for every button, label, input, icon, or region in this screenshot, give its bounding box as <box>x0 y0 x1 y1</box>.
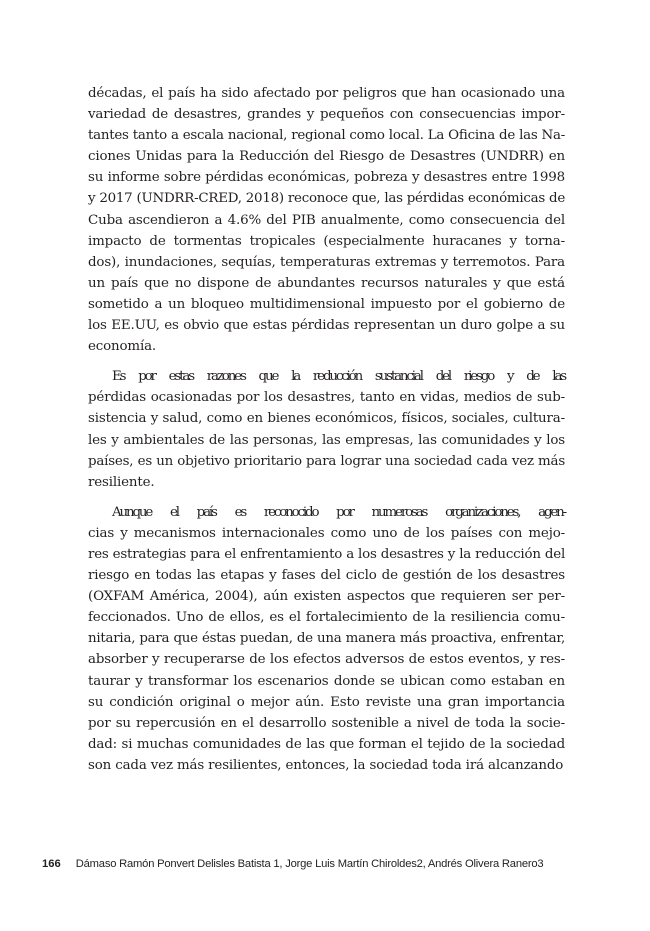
page-number: 166 <box>42 858 61 870</box>
text-line: resiliente. <box>88 474 155 490</box>
text-line: res estrategias para el enfrentamiento a los desastres y la reducción del <box>88 546 566 562</box>
text-line: impacto de tormentas tropicales (especialmente huracanes y torna- <box>88 233 565 249</box>
text-line: su condición original o mejor aún. Esto reviste una gran importancia <box>88 694 565 710</box>
paragraph <box>88 366 565 493</box>
text-line: taurar y transformar los escenarios donde se ubican como estaban en <box>88 673 565 689</box>
text-line: décadas, el país ha sido afectado por peligros que han ocasionado una <box>88 86 565 101</box>
body-text <box>88 83 565 776</box>
text-line: un país que no dispone de abundantes recursos naturales y que está <box>88 275 565 291</box>
text-line: sometido a un bloqueo multidimensional impuesto por el gobierno de <box>88 296 565 312</box>
text-line: variedad de desastres, grandes y pequeños con consecuencias impor- <box>88 107 565 123</box>
text-line: les y ambientales de las personas, las empresas, las comunidades y los <box>88 432 565 448</box>
page-footer <box>42 858 602 870</box>
text-line: dos), inundaciones, sequías, temperaturas extremas y terremotos. Para <box>88 254 565 270</box>
text-line: pérdidas ocasionadas por los desastres, tanto en vidas, medios de sub- <box>88 390 565 406</box>
text-line: y 2017 (UNDRR-CRED, 2018) reconoce que, las pérdidas económicas de <box>88 191 565 207</box>
text-line: absorber y recuperarse de los efectos adversos de estos eventos, y res- <box>88 652 565 668</box>
text-line: nitaria, para que éstas puedan, de una manera más proactiva, enfrentar, <box>88 631 565 647</box>
text-line: tantes tanto a escala nacional, regional como local. La Oficina de las Na- <box>88 128 565 144</box>
text-line: riesgo en todas las etapas y fases del ciclo de gestión de los desastres <box>88 568 565 584</box>
text-line: por su repercusión en el desarrollo sostenible a nivel de toda la socie- <box>88 715 565 731</box>
text-line: sistencia y salud, como en bienes económicos, físicos, sociales, cultura- <box>88 411 565 427</box>
text-line: dad: si muchas comunidades de las que forman el tejido de la sociedad <box>88 736 565 752</box>
text-line: economía. <box>88 339 157 355</box>
text-line: son cada vez más resilientes, entonces, la sociedad toda irá alcanzando <box>88 757 564 773</box>
text-line: (OXFAM América, 2004), aún existen aspectos que requieren ser per- <box>88 589 565 605</box>
text-line: su informe sobre pérdidas económicas, pobreza y desastres entre 1998 <box>88 170 565 186</box>
text-line: Aunque el país es reconocido por numerosas organizaciones, agen- <box>112 504 565 520</box>
text-line: Cuba ascendieron a 4.6% del PIB anualmente, como consecuencia del <box>88 212 565 228</box>
text-line: ciones Unidas para la Reducción del Riesgo de Desastres (UNDRR) en <box>88 149 565 165</box>
text-line: países, es un objetivo prioritario para lograr una sociedad cada vez más <box>88 453 565 469</box>
running-head: Dámaso Ramón Ponvert Delisles Batista 1, Jorge Luis Martín Chiroldes2, Andrés Olivera Ranero3 <box>75 858 544 870</box>
text-line: los EE.UU, es obvio que estas pérdidas representan un duro golpe a su <box>88 318 565 334</box>
text-line: feccionados. Uno de ellos, es el fortalecimiento de la resiliencia comu- <box>88 610 565 626</box>
paragraph <box>88 502 565 776</box>
paragraph <box>88 83 565 357</box>
text-line: cias y mecanismos internacionales como uno de los países con mejo- <box>88 525 565 541</box>
text-line: Es por estas razones que la reducción sustancial del riesgo y de las <box>112 369 565 385</box>
